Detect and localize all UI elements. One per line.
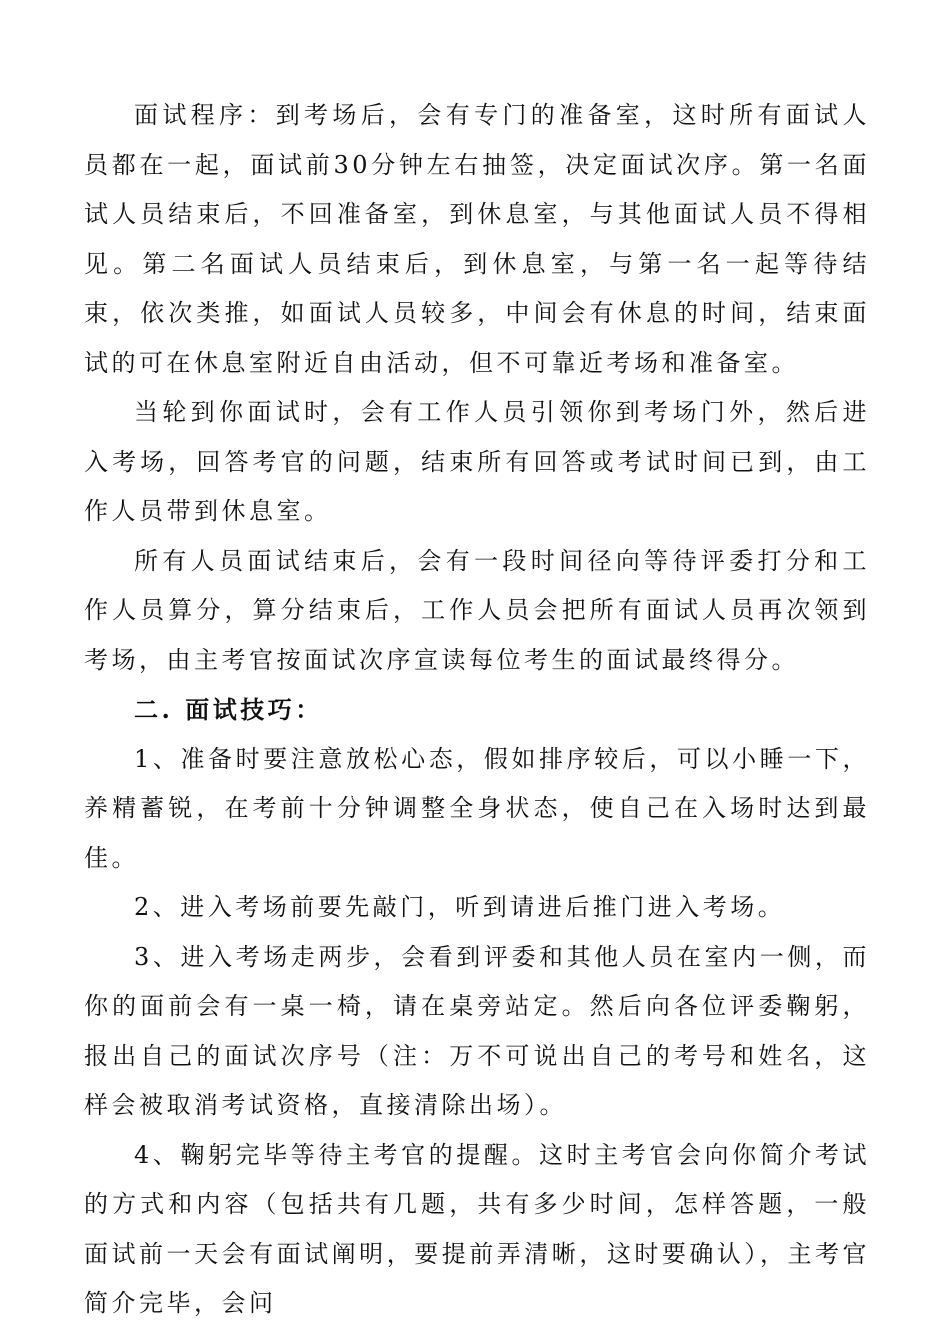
paragraph-final-scores: 所有人员面试结束后，会有一段时间径向等待评委打分和工作人员算分，算分结束后，工作人员会把所有面试人员再次领到考场，由主考官按面试次序宣读每位考生的面试最终得分。	[84, 546, 870, 674]
paragraph-interview-procedure: 面试程序：到考场后，会有专门的准备室，这时所有面试人员都在一起，面试前30分钟左右抽签，决定面试次序。第一名面试人员结束后，不回准备室，到休息室，与其他面试人员不得相见。第二名面试人员结束后，到休息室，与第一名一起等待结束，依次类推，如面试人员较多，中间会有休息的时间，结束面试的可在休息室附近自由活动，但不可靠近考场和准备室。	[84, 101, 870, 377]
tip-item-3: 3、进入考场走两步，会看到评委和其他人员在室内一侧，而你的面前会有一桌一椅，请在桌旁站定。然后向各位评委鞠躬，报出自己的面试次序号（注：万不可说出自己的考号和姓名，这样会被取消考试资格，直接清除出场）。	[84, 942, 870, 1119]
section-heading-interview-tips: 二. 面试技巧：	[134, 695, 323, 724]
tip-item-1: 1、准备时要注意放松心态，假如排序较后，可以小睡一下，养精蓄锐，在考前十分钟调整全身状态，使自己在入场时达到最佳。	[84, 744, 870, 872]
paragraph-entering-exam-room: 当轮到你面试时，会有工作人员引领你到考场门外，然后进入考场，回答考官的问题，结束所有回答或考试时间已到，由工作人员带到休息室。	[84, 398, 870, 525]
document-page	[84, 91, 870, 1329]
tip-item-2: 2、进入考场前要先敲门，听到请进后推门进入考场。	[134, 893, 786, 921]
tip-item-4: 4、鞠躬完毕等待主考官的提醒。这时主考官会向你简介考试的方式和内容（包括共有几题，共有多少时间，怎样答题，一般面试前一天会有面试阐明，要提前弄清晰，这时要确认），主考官简介完毕，会问	[84, 1140, 870, 1317]
